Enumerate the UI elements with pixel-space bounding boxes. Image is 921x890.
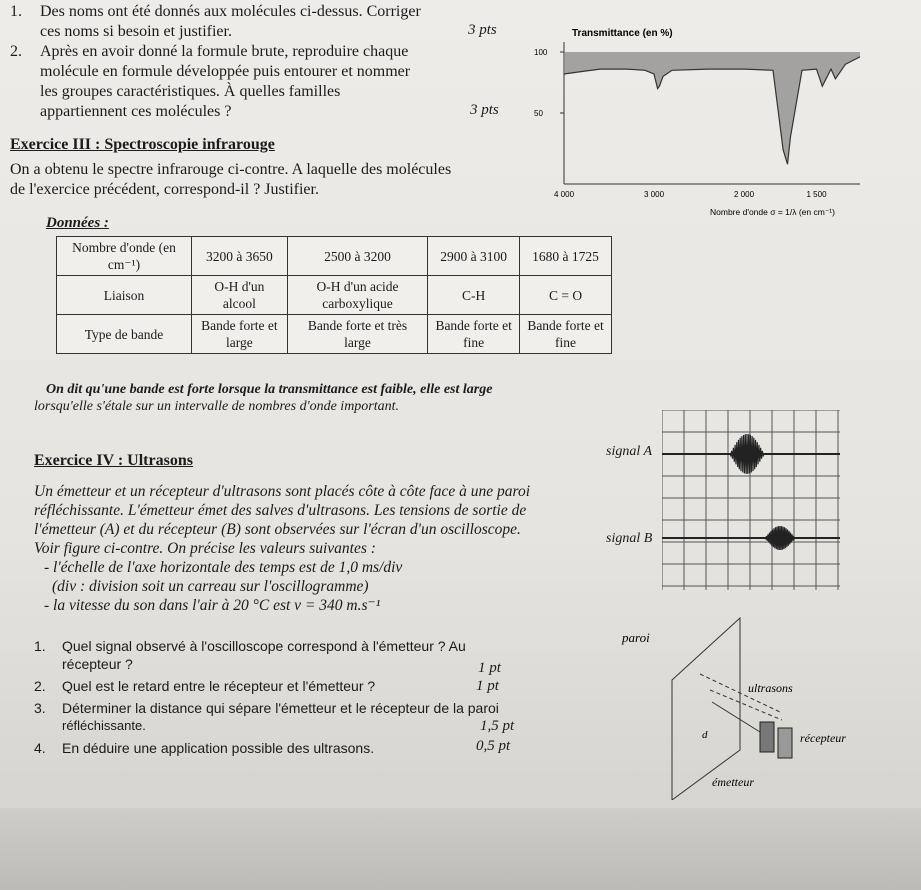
ex4-q4-text: En déduire une application possible des ultrasons. [62,740,375,756]
q1-line1: Des noms ont été donnés aux molécules ci-dessus. Corriger [40,3,421,20]
table-cell: O-H d'un acide carboxylique [287,276,428,315]
ex3-text-line2: de l'exercice précédent, correspond-il ? Justifier. [10,181,319,198]
table-cell: Liaison [57,276,192,315]
ex4-q1-text2: récepteur ? [62,656,133,672]
distance-label: d [702,729,708,741]
table-cell: 3200 à 3650 [192,237,288,276]
ex4-bullet2: (div : division soit un carreau sur l'oscillogramme) [52,578,369,595]
table-cell: C = O [520,276,612,315]
ex4-title: Exercice IV : Ultrasons [34,452,193,469]
ex4-bullet1: - l'échelle de l'axe horizontale des temps est de 1,0 ms/div [44,559,403,576]
table-cell: 2900 à 3100 [428,237,520,276]
donnees-note-line2: lorsqu'elle s'étale sur un intervalle de nombres d'onde important. [34,399,400,414]
q2-line3: les groupes caractéristiques. À quelles familles [40,83,341,100]
table-cell: Bande forte et très large [287,315,428,354]
table-cell: Bande forte et large [192,315,288,354]
table-row-header [57,237,612,276]
ex4-q1-text: Quel signal observé à l'oscilloscope correspond à l'émetteur ? Au [62,638,466,654]
q1-line2: ces noms si besoin et justifier. [40,23,232,40]
ex4-q2-number: 2. [34,678,46,694]
ir-spectrum-chart [520,22,900,222]
q2-line4: appartiennent ces molécules ? [40,103,232,120]
table-cell: Bande forte et fine [428,315,520,354]
ex4-q4-number: 4. [34,740,46,756]
table-cell: O-H d'un alcool [192,276,288,315]
chart-xlabel: Nombre d'onde σ = 1/λ (en cm⁻¹) [710,207,835,217]
ultrasound-label: ultrasons [748,681,793,695]
page-fold-shadow [0,808,921,890]
q2-points: 3 pts [470,102,499,118]
table-cell: Bande forte et fine [520,315,612,354]
ex4-q3-points: 1,5 pt [480,718,515,734]
wall-shape [672,618,740,800]
ex4-para-line2: réfléchissante. L'émetteur émet des salves d'ultrasons. Les tensions de sortie de [34,502,527,519]
distance-arrow [712,702,760,732]
ex3-text-line1: On a obtenu le spectre infrarouge ci-contre. A laquelle des molécules [10,161,452,178]
ex4-q3-text2: réfléchissante. [62,718,146,733]
wall-label: paroi [622,630,650,645]
emitter-device [760,722,774,752]
receiver-label: récepteur [800,731,846,745]
signal-a-burst [730,434,764,474]
table-cell: 1680 à 1725 [520,237,612,276]
q2-line2: molécule en formule développée puis entourer et nommer [40,63,411,80]
table-cell: C-H [428,276,520,315]
x-tick-label: 4 000 [554,190,575,199]
ex4-q1-number: 1. [34,638,46,654]
table-cell: Type de bande [57,315,192,354]
donnees-note-line1: On dit qu'une bande est forte lorsque la transmittance est faible, elle est large [46,382,493,397]
x-tick-label: 1 500 [806,190,827,199]
q2-number: 2. [10,43,22,60]
table-cell: 2500 à 3200 [287,237,428,276]
ir-data-table [56,236,612,354]
ex4-q2-text: Quel est le retard entre le récepteur et l'émetteur ? [62,678,376,694]
chart-title: Transmittance (en %) [572,28,673,39]
ex4-q3-text: Déterminer la distance qui sépare l'émetteur et le récepteur de la paroi [62,700,499,716]
ex4-bullet3: - la vitesse du son dans l'air à 20 °C est v = 340 m.s⁻¹ [44,597,381,614]
y-tick-label: 100 [534,48,548,57]
ex4-para-line3: l'émetteur (A) et du récepteur (B) sont observées sur l'écran d'un oscilloscope. [34,521,521,538]
x-tick-label: 3 000 [644,190,665,199]
signal-b-burst [765,526,795,550]
donnees-title: Données : [46,215,109,231]
ex4-para-line4: Voir figure ci-contre. On précise les valeurs suivantes : [34,540,376,557]
ex4-q1-points: 1 pt [478,660,501,676]
signal-a-label: signal A [606,444,653,459]
receiver-device [778,728,792,758]
emitter-label: émetteur [712,775,754,789]
signal-b-label: signal B [606,531,653,546]
table-cell: Nombre d'onde (en cm⁻¹) [57,237,192,276]
ex4-q2-points: 1 pt [476,678,499,694]
y-tick-label: 50 [534,109,543,118]
q2-line1: Après en avoir donné la formule brute, reproduire chaque [40,43,409,60]
ex4-q4-points: 0,5 pt [476,738,511,754]
x-tick-label: 2 000 [734,190,755,199]
spectrum-line [564,57,860,164]
table-row-liaison [57,276,612,315]
ultrasound-diagram [600,610,900,800]
q1-number: 1. [10,3,22,20]
ex3-title: Exercice III : Spectroscopie infrarouge [10,136,275,153]
table-row-bande [57,315,612,354]
ex4-para-line1: Un émetteur et un récepteur d'ultrasons sont placés côte à côte face à une paroi [34,483,531,500]
q1-points: 3 pts [468,22,497,38]
oscilloscope-screen [662,410,840,590]
ex4-q3-number: 3. [34,700,46,716]
